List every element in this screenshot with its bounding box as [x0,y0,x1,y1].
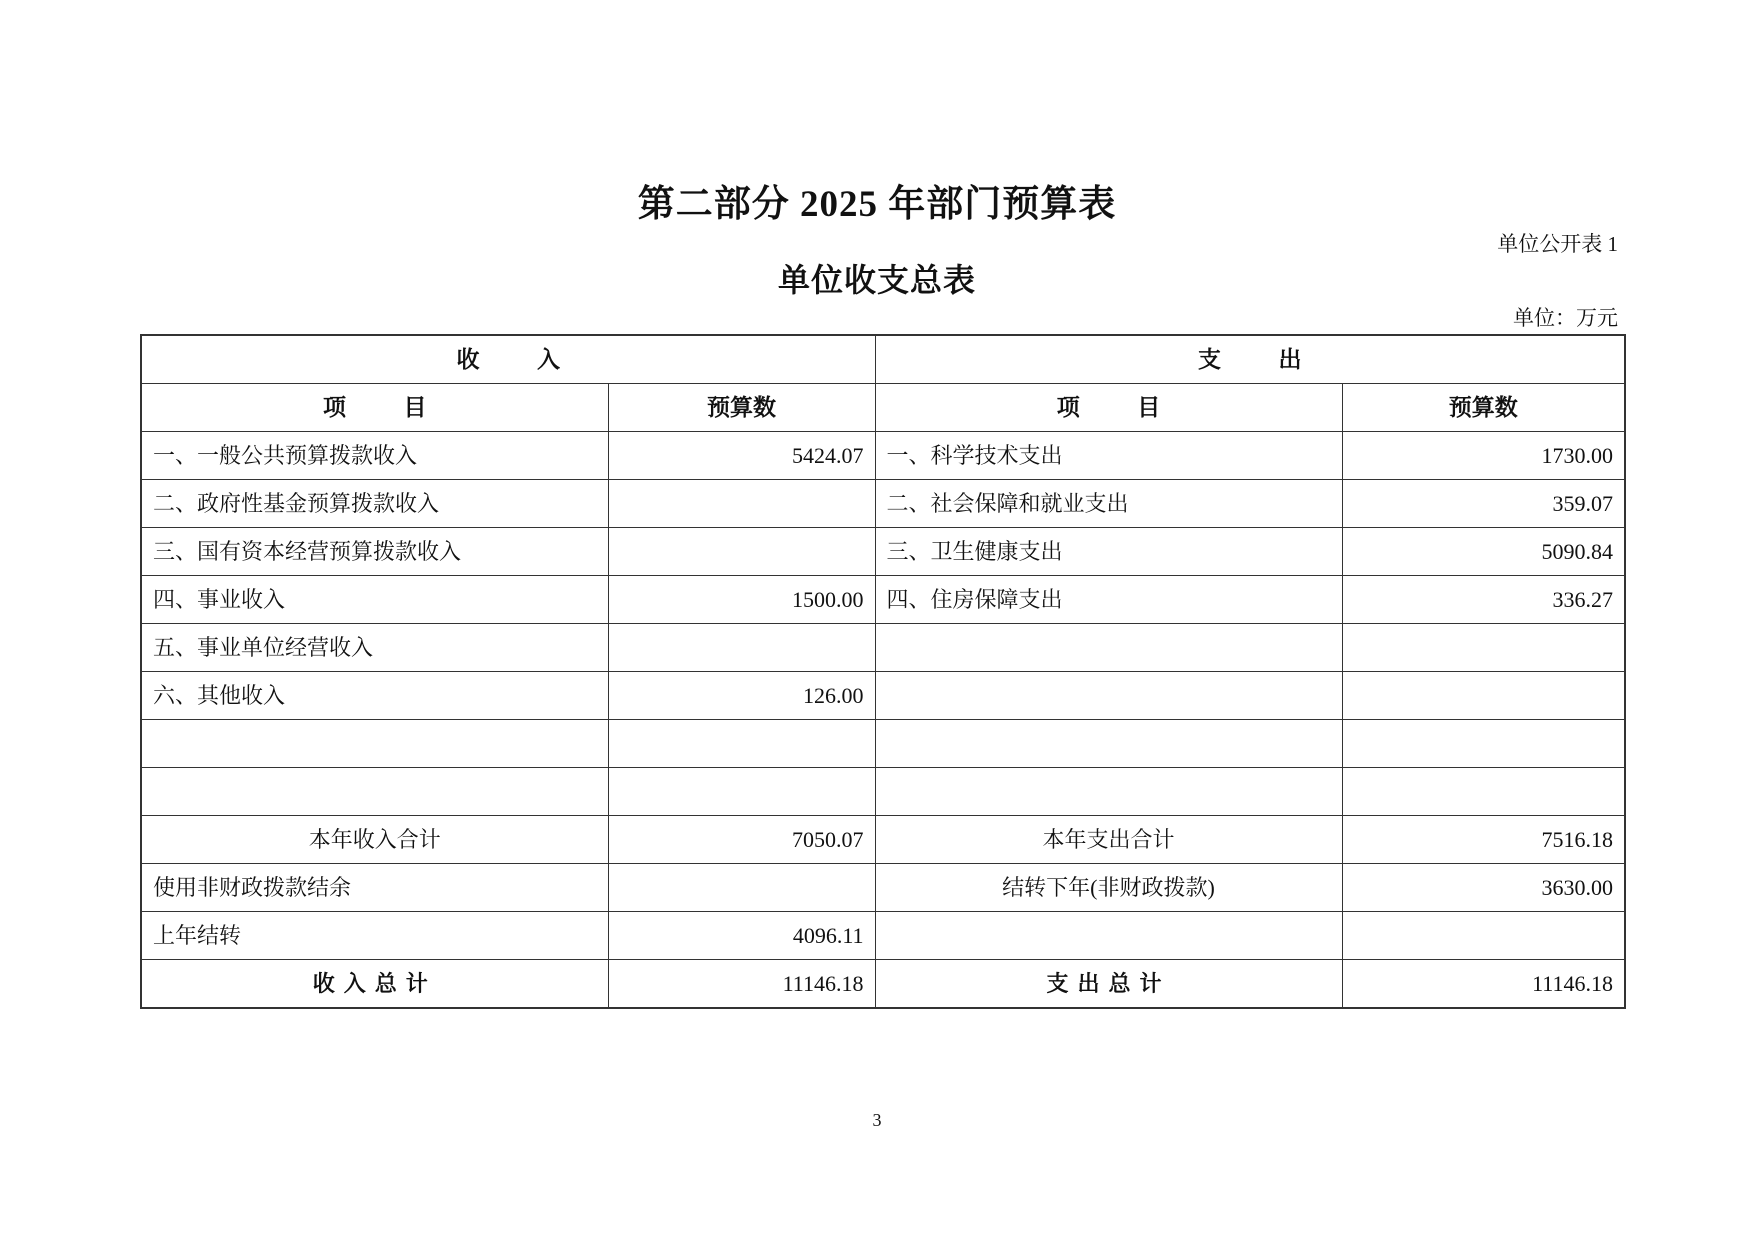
expense-amount: 336.27 [1342,576,1625,624]
table-row [141,672,1625,720]
page-title: 第二部分 2025 年部门预算表 [637,184,1117,225]
income-amount [608,864,875,912]
expense-item: 结转下年(非财政拨款) [875,864,1342,912]
income-amount: 4096.11 [608,912,875,960]
expense-amount: 5090.84 [1342,528,1625,576]
expense-amount [1342,768,1625,816]
expense-amount [1342,720,1625,768]
income-amount [608,720,875,768]
column-header-row [141,384,1625,432]
balance-row [141,912,1625,960]
section-header-row [141,335,1625,384]
expense-amount [1342,912,1625,960]
expense-section-header: 支 出 [875,335,1625,384]
expense-amount: 1730.00 [1342,432,1625,480]
income-item: 上年结转 [141,912,608,960]
expense-amount: 3630.00 [1342,864,1625,912]
table-row [141,624,1625,672]
income-total-label: 收入总计 [141,960,608,1009]
expense-item: 二、社会保障和就业支出 [875,480,1342,528]
income-item: 一、一般公共预算拨款收入 [141,432,608,480]
table-row [141,768,1625,816]
income-item [141,768,608,816]
expense-amount-header: 预算数 [1342,384,1625,432]
income-amount: 5424.07 [608,432,875,480]
expense-amount [1342,672,1625,720]
table-row [141,480,1625,528]
income-item: 三、国有资本经营预算拨款收入 [141,528,608,576]
expense-item [875,672,1342,720]
expense-amount [1342,624,1625,672]
expense-item: 一、科学技术支出 [875,432,1342,480]
expense-item [875,720,1342,768]
expense-subtotal-label: 本年支出合计 [875,816,1342,864]
expense-item: 三、卫生健康支出 [875,528,1342,576]
income-amount [608,768,875,816]
table-row [141,432,1625,480]
expense-total-amount: 11146.18 [1342,960,1625,1009]
income-item: 六、其他收入 [141,672,608,720]
income-subtotal-amount: 7050.07 [608,816,875,864]
expense-subtotal-amount: 7516.18 [1342,816,1625,864]
balance-row [141,864,1625,912]
grand-total-row [141,960,1625,1009]
income-amount: 1500.00 [608,576,875,624]
table-row [141,720,1625,768]
income-item: 五、事业单位经营收入 [141,624,608,672]
income-item: 使用非财政拨款结余 [141,864,608,912]
expense-item-header: 项 目 [875,384,1342,432]
table-row [141,528,1625,576]
income-amount: 126.00 [608,672,875,720]
income-item-header: 项 目 [141,384,608,432]
income-item: 二、政府性基金预算拨款收入 [141,480,608,528]
expense-item [875,768,1342,816]
income-subtotal-label: 本年收入合计 [141,816,608,864]
table-row [141,576,1625,624]
expense-item [875,912,1342,960]
page-number: 3 [872,1110,882,1130]
expense-item [875,624,1342,672]
expense-total-label: 支出总计 [875,960,1342,1009]
income-total-amount: 11146.18 [608,960,875,1009]
income-item [141,720,608,768]
subtotal-row [141,816,1625,864]
income-amount [608,624,875,672]
income-amount [608,480,875,528]
expense-amount: 359.07 [1342,480,1625,528]
income-amount-header: 预算数 [608,384,875,432]
form-number: 单位公开表 1 [1497,232,1618,256]
income-amount [608,528,875,576]
income-section-header: 收 入 [141,335,875,384]
table-title: 单位收支总表 [777,262,976,298]
income-item: 四、事业收入 [141,576,608,624]
unit-label: 单位：万元 [1513,306,1618,330]
expense-item: 四、住房保障支出 [875,576,1342,624]
budget-summary-table [140,334,1626,1009]
